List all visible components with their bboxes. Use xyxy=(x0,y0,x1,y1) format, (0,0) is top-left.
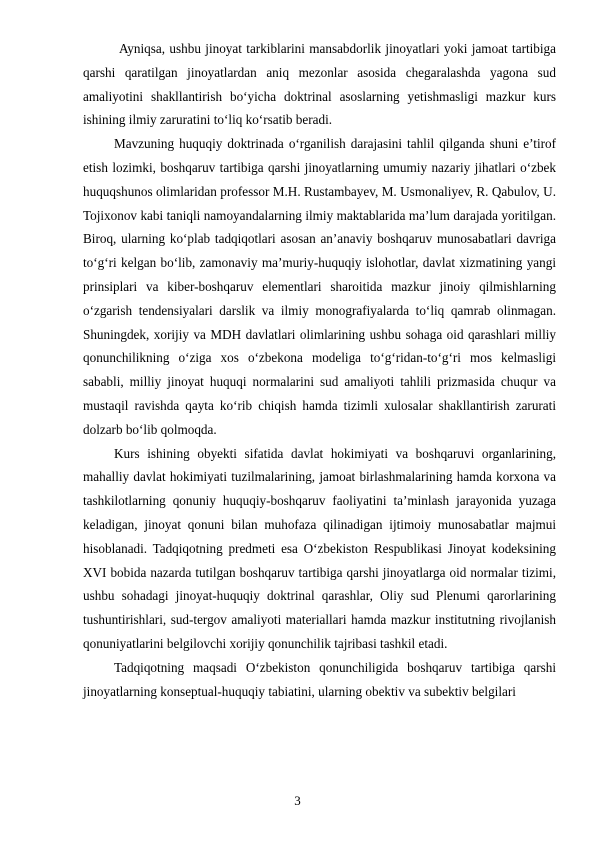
paragraph-2: Mavzuning huquqiy doktrinada o‘rganilish darajasini tahlil qilganda shuni e’tirof etish lozimki, boshqaruv tartibiga qarshi jinoyatlarning umumiy nazariy jihatlari o‘zbek huquqshunos olimlaridan professor M.H. Rustambayev, M. Usmonaliyev, R. Qabulov, U. Tojixonov kabi taniqli namoyandalarning ilmiy maktablarida ma’lum darajada yoritilgan. Biroq, ularning ko‘plab tadqiqotlari asosan an’anaviy boshqaruv munosabatlari davriga to‘g‘ri kelgan bo‘lib, zamonaviy ma’muriy-huquqiy islohotlar, davlat xizmatining yangi prinsiplari va kiber-boshqaruv elementlari sharoitida mazkur jinoiy qilmishlarning o‘zgarish tendensiyalari darslik va ilmiy monografiyalarda to‘liq qamrab olinmagan. Shuningdek, xorijiy va MDH davlatlari olimlarining ushbu sohaga oid qarashlari milliy qonunchilikning o‘ziga xos o‘zbekona modeliga to‘g‘ridan-to‘g‘ri mos kelmasligi sababli, milliy jinoyat huquqi normalarini sud amaliyoti tahlili prizmasida chuqur va mustaqil ravishda qayta ko‘rib chiqish hamda tizimli xulosalar shakllantirish zarurati dolzarb bo‘lib qolmoqda. xyxy=(83,136,556,437)
paragraph-1: Ayniqsa, ushbu jinoyat tarkiblarini mansabdorlik jinoyatlari yoki jamoat tartibiga qarshi qaratilgan jinoyatlardan aniq mezonlar asosida chegaralashda yagona sud amaliyotini shakllantirish bo‘yicha doktrinal asoslarning yetishmasligi mazkur kurs ishining ilmiy zaruratini to‘liq ko‘rsatib beradi. xyxy=(83,41,556,128)
paragraph-4: Tadqiqotning maqsadi O‘zbekiston qonunchiligida boshqaruv tartibiga qarshi jinoyatlarning konseptual-huquqiy tabiatini, ularning obektiv va subektiv belgilari xyxy=(83,659,556,699)
document-body xyxy=(83,37,556,703)
paragraph-3: Kurs ishining obyekti sifatida davlat hokimiyati va boshqaruvi organlarining, mahalliy davlat hokimiyati tuzilmalarining, jamoat birlashmalarining hamda korxona va tashkilotlarning qonuniy huquqiy-boshqaruv faoliyatini ta’minlash jarayonida yuzaga keladigan, jinoyat qonuni bilan muhofaza qilinadigan ijtimoiy munosabatlar majmui hisoblanadi. Tadqiqotning predmeti esa O‘zbekiston Respublikasi Jinoyat kodeksining XVI bobida nazarda tutilgan boshqaruv tartibiga qarshi jinoyatlarga oid normalar tizimi, ushbu sohadagi jinoyat-huquqiy doktrinal qarashlar, Oliy sud Plenumi qarorlarining tushuntirishlari, sud-tergov amaliyoti materiallari hamda mazkur institutning rivojlanish qonuniyatlarini belgilovchi xorijiy qonunchilik tajribasi tashkil etadi. xyxy=(83,445,556,651)
page-number: 3 xyxy=(294,793,301,808)
